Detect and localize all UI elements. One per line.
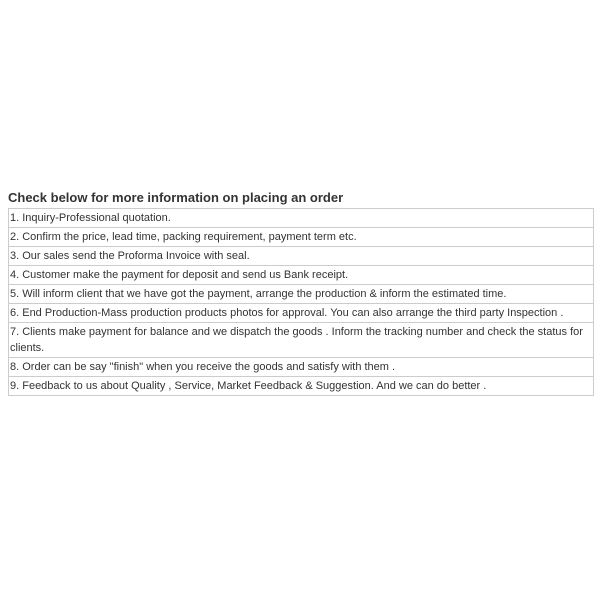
table-row [9, 285, 594, 304]
table-row [9, 266, 594, 285]
table-row [9, 304, 594, 323]
table-row [9, 323, 594, 358]
table-row [9, 358, 594, 377]
table-row [9, 247, 594, 266]
table-row [9, 209, 594, 228]
table-row [9, 228, 594, 247]
step-cell: 2. Confirm the price, lead time, packing requirement, payment term etc. [9, 228, 594, 247]
table-row [9, 377, 594, 396]
step-cell: 5. Will inform client that we have got the payment, arrange the production & inform the estimated time. [9, 285, 594, 304]
step-cell: 4. Customer make the payment for deposit and send us Bank receipt. [9, 266, 594, 285]
step-cell: 3. Our sales send the Proforma Invoice with seal. [9, 247, 594, 266]
section-heading: Check below for more information on placing an order [8, 190, 344, 205]
step-cell: 8. Order can be say "finish" when you receive the goods and satisfy with them . [9, 358, 594, 377]
step-cell: 9. Feedback to us about Quality , Service, Market Feedback & Suggestion. And we can do better . [9, 377, 594, 396]
step-cell: 1. Inquiry-Professional quotation. [9, 209, 594, 228]
order-info-section [8, 190, 594, 396]
step-cell: 7. Clients make payment for balance and we dispatch the goods . Inform the tracking number and check the status for clients. [9, 323, 594, 358]
step-cell: 6. End Production-Mass production products photos for approval. You can also arrange the third party Inspection . [9, 304, 594, 323]
order-steps-table [8, 208, 594, 396]
